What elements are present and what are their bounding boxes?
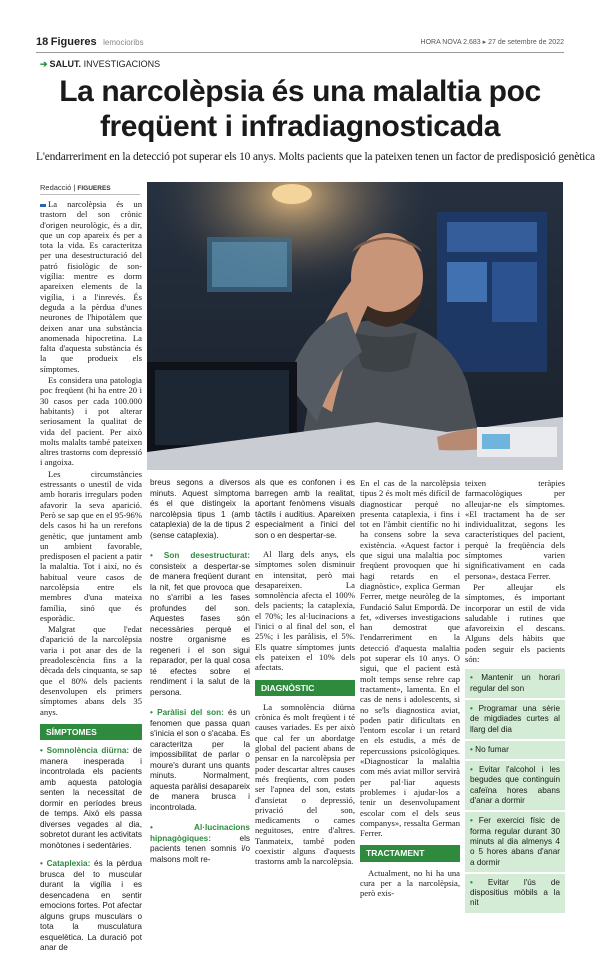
tired-man-photo-illustration bbox=[147, 182, 563, 470]
symptom-item bbox=[40, 859, 142, 954]
arrow-right-icon: ➔ bbox=[40, 59, 48, 69]
symptom-continued: breus segons a diversos minuts. Aquest símptoma és el que distingeix la narcolèpsia tipus 1 (amb cataplexia) de la de tipus 2 (sense cataplexia). bbox=[150, 478, 250, 540]
article-column-3 bbox=[255, 478, 355, 868]
headline-line-1: La narcolèpsia és una malaltia poc bbox=[59, 75, 541, 108]
symptom-lead: Al·lucinacions hipnagògiques: bbox=[150, 823, 250, 843]
bullet-icon: • bbox=[150, 708, 153, 717]
byline-rule bbox=[40, 194, 140, 195]
bullet-icon: • bbox=[150, 823, 153, 832]
tip-item: • Fer exercici físic de forma regular durant 30 minuts al dia almenys 4 o 5 hores abans d'anar a dormir bbox=[465, 812, 565, 871]
bullet-icon: • bbox=[470, 744, 473, 754]
symptom-continued: als que es confonen i es barregen amb la realitat, aportant fenòmens visuals tàctils i auditius. Apareixen especialment a l'inici del son o en despertar-se. bbox=[255, 478, 355, 540]
paragraph: La narcolèpsia és un trastorn del son crònic d'origen neurològic, és a dir, que un cop apareix és per a tota la vida. Es caracteritza per una desestructuració del patró fisiològic de son-vigília: mentre es dorm apareixen elements de la vigília, i a l'inrevés. És deguda a la pèrdua d'unes neurones de l'hipotàlem que deixen anar una substància anomenada hipocretina. La falta d'aquesta substància és la que produeix els símptomes. bbox=[40, 199, 142, 374]
bullet-icon: • bbox=[470, 877, 473, 887]
bullet-icon: • bbox=[150, 551, 153, 560]
tip-item: • No fumar bbox=[465, 741, 565, 759]
paragraph: En el cas de la narcolèpsia tipus 2 és molt més difícil de diagnosticar perquè no presenta cataplexia, i fins i tot en l'àmbit científic no hi ha consens sobre la seva existència. «Aquest factor i que sigui una malaltia poc freqüent provoquen que hi hagi retards en el diagnòstic», explica German Ferrer, metge neuròleg de la Fundació Salut Empordà. De fet, «diverses investigacions han demostrat que l'endarreriment en la detecció d'aquesta malaltia pot superar els 10 anys. O sigui, que el pacient està molt temps sense rebre cap tractament», lamenta. En el cas de nens i adolescents, si no se'ls diagnostica aviat, poden patir dificultats en l'entorn escolar i un retard en els estudis, a més de repercussions psicològiques. «Diagnosticar la malaltia com més aviat millor servirà per pal·liar aquests problemes i ajudar-los a tenir un desenvolupament escolar com el dels seus companys», ressalta German Ferrer. bbox=[360, 478, 460, 839]
kicker-topic: INVESTIGACIONS bbox=[83, 59, 161, 69]
page-number: 18 bbox=[36, 36, 49, 48]
paragraph: Les circumstàncies estressants o unestil de vida amb horaris irregulars poden afavorir la seva aparició. Però se sap que en el 95-96% dels casos hi ha un rerefons genètic, que juntament amb un ambient favorable, predisposen el pacient a patir la malaltia. Tot i així, no és habitual veure casos de narcolèpsia entre els membres d'una mateixa família, sinó que és esporàdic. bbox=[40, 468, 142, 623]
paragraph: teixen teràpies farmacològiques per alleujar-ne els símptomes. «El tractament ha de ser individualitzat, segons les característiques del pacient, perquè la freqüència dels símptomes varien significativament en cada persona», destaca Ferrer. bbox=[465, 478, 565, 581]
diagnosis-heading: DIAGNÒSTIC bbox=[255, 680, 355, 696]
tip-item: • Programar una sèrie de migdiades curtes al llarg del dia bbox=[465, 700, 565, 739]
article-column-5 bbox=[465, 478, 565, 915]
bullet-icon: • bbox=[470, 816, 473, 826]
article-column-1 bbox=[40, 199, 142, 954]
paragraph: Actualment, no hi ha una cura per a la narcolèpsia, però exis- bbox=[360, 867, 460, 899]
byline-location: FIGUERES bbox=[77, 185, 111, 192]
paragraph: Es considera una patologia poc freqüent (hi ha entre 20 i 30 casos per cada 100.000 habitants) i pot alterar seriosament la qualitat de vida del pacient. Per això molts malalts també pateixen altres trastorns com depressió i angoixa. bbox=[40, 375, 142, 468]
symptom-text: de manera inesperada i incontrolada els pacients amb aquesta patologia senten la necessitat de dormir en períodes breus de temps. Això els passa diverses vegades al dia, sobretot durant les activitats monòtones i sedentàries. bbox=[40, 746, 142, 850]
symptom-item bbox=[40, 746, 142, 851]
symptom-item bbox=[150, 551, 250, 698]
symptom-lead: Paràlisi del son: bbox=[157, 708, 224, 717]
paragraph: Per alleujar els símptomes, és important incorporar un estil de vida saludable i rutines que afavoreixin el descans. Alguns dels hàbits que poden seguir els pacients són: bbox=[465, 581, 565, 665]
symptom-lead: Somnolència diürna: bbox=[46, 746, 130, 756]
subtitle: L'endarreriment en la detecció pot superar els 10 anys. Molts pacients que la pateixen tenen un factor de predisposició genètica bbox=[36, 151, 595, 163]
kicker bbox=[40, 59, 160, 70]
paragraph: La somnolència diürna crònica és molt freqüent i té causes variades. Es per això que cal fer un abordatge global del pacient abans de pensar en la narcolèpsia per poder descartar altres causes més freqüents, com poden ser l'apnea del son, estats d'ansietat o depressió, privació del son, medicaments o cames neguitoses, entre d'altres. Tanmateix, també poden coexistir alguns d'aquests trastorns amb la narcolèpsia. bbox=[255, 701, 355, 867]
article-photo bbox=[147, 182, 563, 470]
byline-author: Redacció | bbox=[40, 183, 76, 192]
header-rule bbox=[36, 52, 564, 53]
paragraph: Malgrat que l'edat d'aparició de la narcolèpsia varia i pot anar des de la preadolescència fins a la dècada dels cinquanta, se sap que el 80% dels pacients desenvolupen els primers símptomes abans dels 35 anys. bbox=[40, 624, 142, 717]
symptoms-heading: SÍMPTOMES bbox=[40, 724, 142, 740]
bullet-icon: • bbox=[470, 703, 473, 713]
section-name: Figueres bbox=[50, 36, 97, 48]
symptom-text: és un fenomen que passa quan s'inicia el son o s'acaba. Es caracteritza per la impossibilitat de parlar o moure's durant uns quants minuts. Normalment, aquesta paràlisi desapareix de manera brusca i incontrolada. bbox=[150, 708, 251, 812]
headline-line-2: freqüent i infradiagnosticada bbox=[99, 110, 501, 143]
tip-item: • Evitar l'alcohol i les begudes que continguin cafeïna hores abans d'anar a dormir bbox=[465, 761, 565, 810]
symptom-item bbox=[150, 708, 250, 813]
subsection-name: lemocioribs bbox=[103, 38, 144, 47]
issue-info: HORA NOVA 2.683 ▸ 27 de setembre de 2022 bbox=[420, 39, 564, 46]
symptom-text: consisteix a despertar-se de manera freqüent durant la nit, fet que provoca que no s'arribi a les fases profundes del son. Aquestes fases són necessàries perquè el nostre organisme es regeneri i el son sigui reparador, per la qual cosa té efectes sobre el rendiment i la salut de la persona. bbox=[150, 561, 250, 697]
bullet-icon: • bbox=[470, 673, 473, 683]
kicker-category: SALUT. bbox=[49, 59, 82, 69]
symptom-item bbox=[150, 823, 250, 865]
paragraph: Al llarg dels anys, els símptomes solen disminuir en intensitat, però mai desapareixen. La somnolència afecta el 100% dels pacients; la cataplexia, el 70%; les al·lucinacions a l'inici o al final del son, el 25%; i les paràlisis, el 5%. Els quatre símptomes junts els pateixen el 10% dels afectats. bbox=[255, 549, 355, 673]
symptom-lead: Cataplexia: bbox=[46, 859, 91, 869]
treatment-heading: TRACTAMENT bbox=[360, 845, 460, 861]
headline bbox=[40, 74, 560, 144]
symptom-text: és la pèrdua brusca del to muscular durant la vigília i es desencadena en sentir emocions fortes. Pot afectar alguns grups musculars o tota la musculatura esquelètica. La duració pot anar de bbox=[40, 859, 142, 953]
bullet-icon: • bbox=[40, 859, 43, 869]
tip-item: • Mantenir un horari regular del son bbox=[465, 669, 565, 698]
article-column-2 bbox=[150, 478, 250, 865]
symptom-lead: Son desestructurat: bbox=[163, 551, 250, 560]
byline bbox=[40, 183, 111, 192]
tip-item: • Evitar l'ús de dispositius mòbils a la nit bbox=[465, 874, 565, 913]
bullet-icon: • bbox=[470, 765, 473, 775]
article-column-4 bbox=[360, 478, 460, 900]
page-header bbox=[36, 36, 564, 52]
bullet-icon: • bbox=[40, 746, 43, 756]
blue-square-icon bbox=[40, 204, 46, 207]
symptom-text: els pacients tenen somnis i/o malsons molt re- bbox=[150, 833, 250, 864]
